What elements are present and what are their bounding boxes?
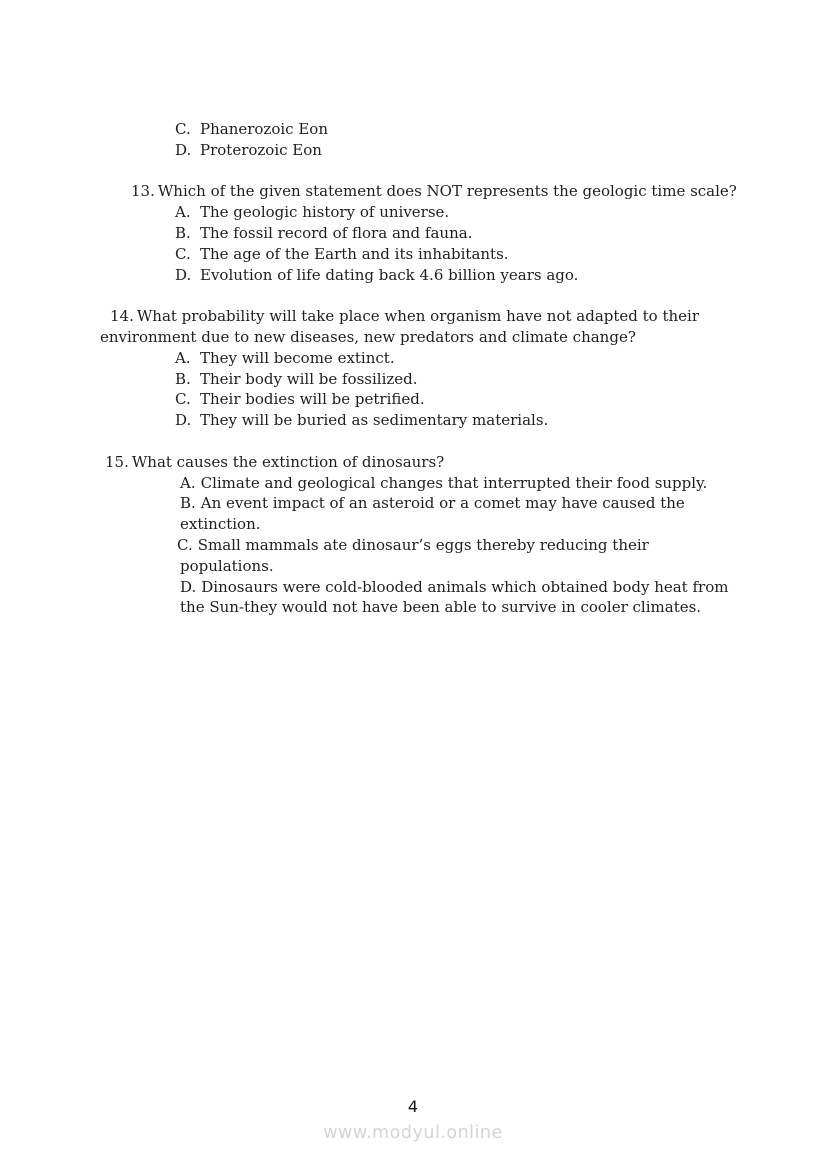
- option-line-wrap: populations.: [180, 556, 274, 575]
- option-label: B.: [180, 494, 196, 513]
- option-label: B.: [175, 223, 191, 242]
- option-row: [175, 140, 826, 161]
- option-text: Their body will be fossilized.: [200, 369, 418, 388]
- option-row: [175, 410, 826, 431]
- page-number: 4: [407, 1097, 419, 1116]
- option-line: [180, 473, 826, 494]
- option-line: [177, 535, 826, 556]
- option-text: The age of the Earth and its inhabitants.: [200, 244, 509, 263]
- option-label: A.: [175, 348, 191, 367]
- options-list: [0, 348, 826, 431]
- option-row: [175, 348, 826, 369]
- option-text: Phanerozoic Eon: [200, 120, 328, 138]
- option-label: A.: [175, 203, 191, 222]
- question-number: 13.: [131, 182, 155, 201]
- question-13: [0, 181, 826, 285]
- option-label: C.: [175, 120, 191, 138]
- option-row: [180, 493, 826, 535]
- question-text: [131, 181, 826, 202]
- option-row: [180, 577, 826, 619]
- option-text: An event impact of an asteroid or a comet may have caused the: [200, 494, 685, 513]
- option-text: Dinosaurs were cold-blooded animals which obtained body heat from: [201, 577, 729, 596]
- options-list: [0, 202, 826, 285]
- question-14: [0, 306, 826, 431]
- option-label: C.: [175, 244, 191, 263]
- option-row: [175, 244, 826, 265]
- option-label: C.: [177, 535, 193, 554]
- question-text-wrap: environment due to new diseases, new predators and climate change?: [100, 327, 636, 346]
- option-label: C.: [175, 390, 191, 409]
- option-row: [180, 473, 826, 494]
- option-line-wrap: extinction.: [180, 515, 261, 534]
- watermark-url: www.modyul.online: [323, 1123, 503, 1143]
- option-line: [180, 577, 826, 598]
- question-text-body: What causes the extinction of dinosaurs?: [131, 452, 445, 471]
- option-row: [175, 202, 826, 223]
- options-list: [0, 473, 826, 619]
- option-label: D.: [175, 411, 192, 430]
- option-row: [175, 265, 826, 286]
- option-label: A.: [180, 473, 196, 492]
- option-text: They will be buried as sedimentary materials.: [200, 411, 549, 430]
- question-number: 15.: [105, 452, 129, 471]
- option-row: [175, 223, 826, 244]
- option-row: [175, 389, 826, 410]
- option-text: They will become extinct.: [200, 348, 395, 367]
- question-12-continuation-options: [0, 119, 826, 161]
- option-label: D.: [180, 577, 197, 596]
- option-text: The geologic history of universe.: [200, 203, 450, 222]
- question-15: [0, 452, 826, 618]
- option-line-wrap: the Sun-they would not have been able to survive in cooler climates.: [180, 598, 702, 617]
- question-text: [110, 306, 826, 327]
- option-text: Evolution of life dating back 4.6 billion years ago.: [200, 265, 579, 284]
- option-row: [177, 535, 826, 577]
- question-text-body: What probability will take place when organism have not adapted to their: [136, 307, 700, 326]
- option-label: D.: [175, 140, 192, 159]
- question-number: 14.: [110, 307, 134, 326]
- option-label: B.: [175, 369, 191, 388]
- question-text-body: Which of the given statement does NOT represents the geologic time scale?: [157, 182, 737, 201]
- option-text: Small mammals ate dinosaur’s eggs thereby reducing their: [197, 535, 649, 554]
- option-text: Proterozoic Eon: [200, 140, 322, 159]
- option-text: Their bodies will be petrified.: [200, 390, 425, 409]
- option-row: [175, 369, 826, 390]
- option-text: Climate and geological changes that interrupted their food supply.: [200, 473, 708, 492]
- question-text: [105, 452, 826, 473]
- option-label: D.: [175, 265, 192, 284]
- option-row: [175, 119, 826, 140]
- quiz-content: [0, 119, 826, 618]
- option-text: The fossil record of flora and fauna.: [200, 223, 473, 242]
- option-line: [180, 493, 826, 514]
